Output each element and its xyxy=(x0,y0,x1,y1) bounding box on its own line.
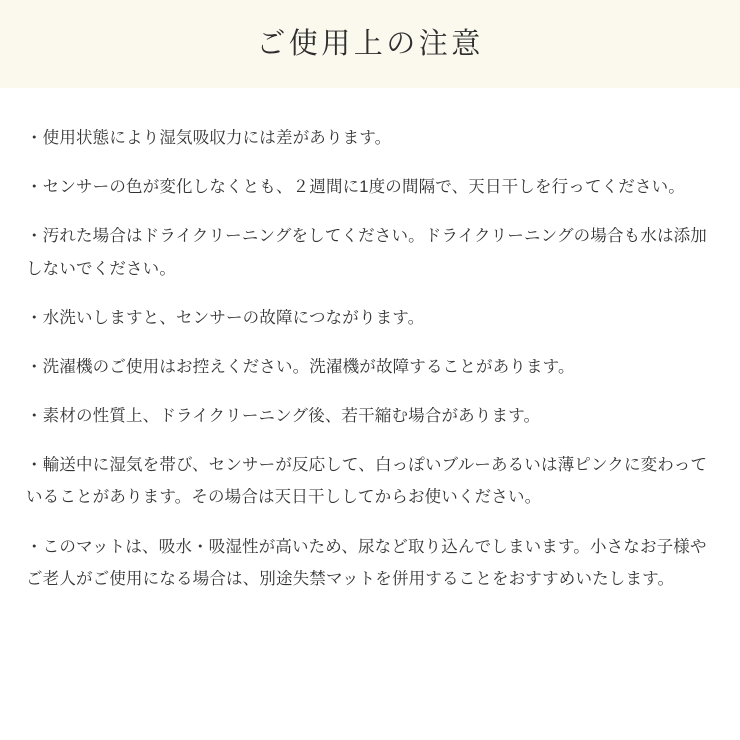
list-item: ・センサーの色が変化しなくとも、２週間に1度の間隔で、天日干しを行ってください。 xyxy=(26,178,685,197)
list-item: ・使用状態により湿気吸収力には差があります。 xyxy=(26,129,392,147)
list-item: ・洗濯機のご使用はお控えください。洗濯機が故障することがあります。 xyxy=(26,357,575,376)
page-header-band xyxy=(0,0,740,88)
list-item: ・汚れた場合はドライクリーニングをしてください。ドライクリーニングの場合も水は添加しないでください。 xyxy=(26,227,707,278)
list-item: ・このマットは、吸水・吸湿性が高いため、尿など取り込んでしまいます。小さなお子様やご老人がご使用になる場合は、別途失禁マットを併用することをおすすめいたします。 xyxy=(26,537,707,588)
list-item: ・水洗いしますと、センサーの故障につながります。 xyxy=(26,308,425,327)
care-notes-list xyxy=(26,122,714,595)
list-item: ・素材の性質上、ドライクリーニング後、若干縮む場合があります。 xyxy=(26,407,541,426)
notes-body xyxy=(0,88,740,740)
page-title: ご使用上の注意 xyxy=(256,27,484,60)
list-item: ・輸送中に湿気を帯び、センサーが反応して、白っぽいブルーあるいは薄ピンクに変わっていることがあります。その場合は天日干ししてからお使いください。 xyxy=(26,456,708,507)
